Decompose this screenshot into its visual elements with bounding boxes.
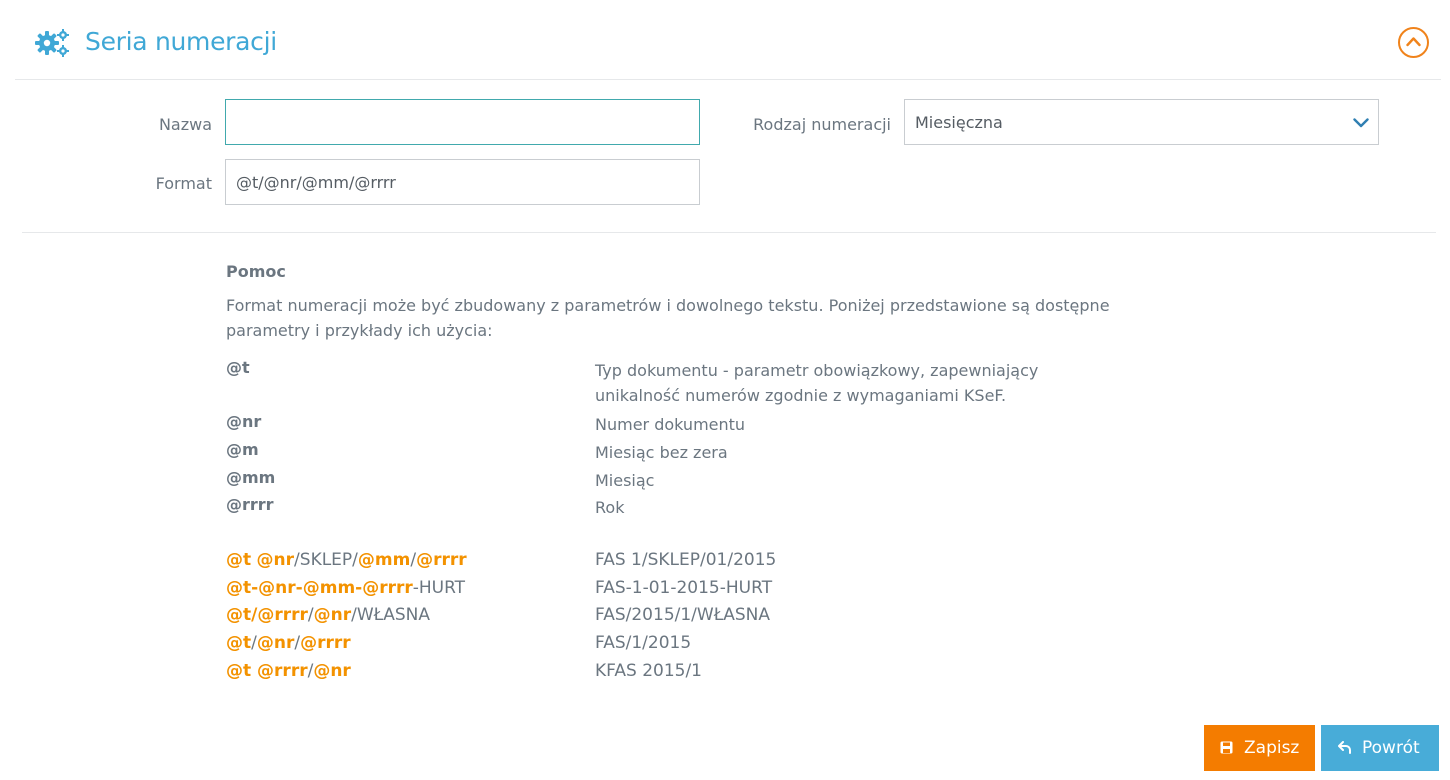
example-format <box>226 578 465 598</box>
param-name: @rrrr <box>226 495 274 514</box>
example-format <box>226 661 351 681</box>
example-param: @rrrr <box>300 633 351 653</box>
example-param: @t <box>226 633 252 653</box>
panel-header <box>15 0 1441 80</box>
param-description: Miesiąc bez zera <box>595 443 728 462</box>
format-label: Format <box>155 174 212 193</box>
gears-icon <box>35 28 71 58</box>
chevron-up-circle-icon <box>1406 36 1421 47</box>
example-text: / <box>410 550 417 570</box>
reply-arrow-icon <box>1338 741 1352 754</box>
example-result: FAS 1/SKLEP/01/2015 <box>595 550 777 570</box>
example-text: / <box>294 633 301 653</box>
example-param: @nr <box>313 661 351 681</box>
back-button-label: Powrót <box>1362 738 1420 758</box>
example-text: / <box>307 661 314 681</box>
example-text: /WŁASNA <box>351 605 430 625</box>
example-param: @nr <box>256 550 295 570</box>
example-result: FAS/2015/1/WŁASNA <box>595 605 771 625</box>
example-param: @mm <box>357 550 411 570</box>
numbering-type-label: Rodzaj numeracji <box>753 115 891 134</box>
example-result: KFAS 2015/1 <box>595 661 702 681</box>
example-result: FAS/1/2015 <box>595 633 692 653</box>
numbering-type-value: Miesięczna <box>915 113 1003 132</box>
example-param: @nr <box>256 633 295 653</box>
example-param: @t @rrrr <box>226 661 308 681</box>
example-text: / <box>307 605 314 625</box>
format-input[interactable] <box>225 159 700 205</box>
param-name: @t <box>226 358 250 377</box>
param-name: @nr <box>226 412 262 431</box>
chevron-down-icon <box>1353 118 1369 128</box>
example-format <box>226 550 467 570</box>
help-description: Format numeracji może być zbudowany z parametrów i dowolnego tekstu. Poniżej przedstawione są dostępne parametry i przykłady ich użycia: <box>226 296 1110 340</box>
floppy-disk-icon <box>1220 741 1233 754</box>
param-name: @m <box>226 440 259 459</box>
example-param: @t <box>226 550 252 570</box>
help-section <box>226 262 1176 340</box>
collapse-button[interactable] <box>1398 27 1429 58</box>
example-text: -HURT <box>412 578 466 598</box>
example-param: @rrrr <box>416 550 467 570</box>
back-button[interactable] <box>1321 725 1439 771</box>
param-name: @mm <box>226 468 276 487</box>
panel-title: Seria numeracji <box>85 27 277 56</box>
help-title: Pomoc <box>226 262 286 281</box>
param-description: Typ dokumentu - parametr obowiązkowy, zapewniający unikalność numerów zgodnie z wymaganiami KSeF. <box>595 361 1039 405</box>
example-param: @t-@nr-@mm-@rrrr <box>226 578 413 598</box>
example-text: / <box>251 633 257 653</box>
example-format <box>226 633 351 653</box>
name-label: Nazwa <box>158 115 212 134</box>
numbering-type-select[interactable] <box>904 99 1379 145</box>
param-description: Miesiąc <box>595 471 655 490</box>
param-description: Rok <box>595 498 625 517</box>
name-input[interactable] <box>225 99 700 145</box>
divider <box>22 232 1436 233</box>
example-format <box>226 605 430 625</box>
save-button-label: Zapisz <box>1244 738 1300 758</box>
example-param: @nr <box>313 605 352 625</box>
example-text: /SKLEP/ <box>294 550 358 570</box>
save-button[interactable] <box>1204 725 1315 771</box>
example-result: FAS-1-01-2015-HURT <box>595 578 773 598</box>
param-description: Numer dokumentu <box>595 415 746 434</box>
example-param: @t/@rrrr <box>226 605 308 625</box>
